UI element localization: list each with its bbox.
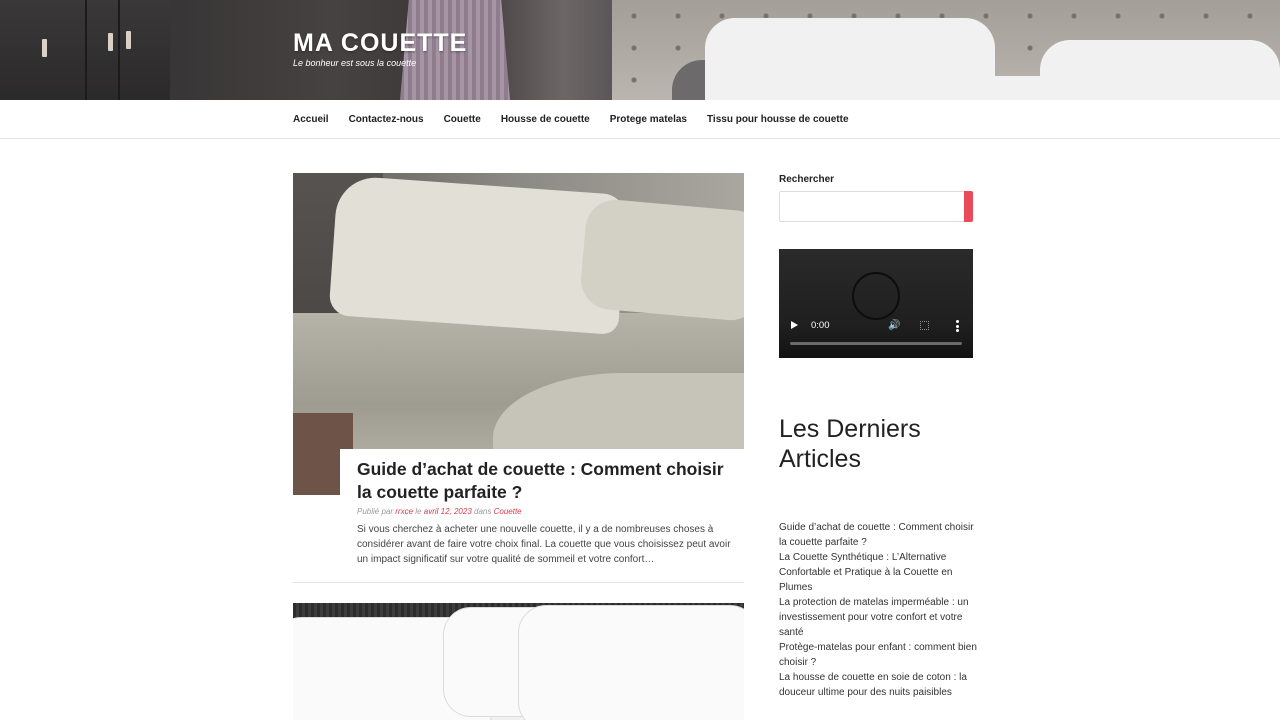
nav-item-contactez-nous[interactable]: Contactez-nous <box>348 114 424 125</box>
recent-post-link[interactable]: La protection de matelas imperméable : un investissement pour votre confort et votre santé <box>779 597 969 638</box>
video-progress-bar[interactable] <box>790 342 962 345</box>
volume-icon[interactable]: 🔊 <box>888 320 901 331</box>
recent-posts-title: Les Derniers Articles <box>779 415 921 473</box>
nav-item-housse-de-couette[interactable]: Housse de couette <box>500 114 590 125</box>
recent-posts-list <box>779 520 979 700</box>
site-header <box>0 0 1280 100</box>
recent-post-link[interactable]: La Couette Synthétique : L’Alternative Confortable et Pratique à la Couette en Plumes <box>779 552 953 593</box>
wardrobe-handle <box>126 31 131 49</box>
more-options-icon[interactable] <box>956 320 959 334</box>
post-title[interactable]: Guide d’achat de couette : Comment choisir la couette parfaite ? <box>357 459 724 502</box>
main-navigation <box>0 100 1280 139</box>
post-separator <box>293 582 744 583</box>
site-title[interactable]: MA COUETTE <box>293 29 468 57</box>
wardrobe-handle <box>42 39 47 57</box>
wardrobe-seam <box>85 0 87 100</box>
nav-item-couette[interactable]: Couette <box>443 114 481 125</box>
meta-published-prefix: Publié par <box>357 507 394 516</box>
post-meta <box>357 507 522 516</box>
nav-item-protege-matelas[interactable]: Protege matelas <box>609 114 687 125</box>
nav-item-tissu-pour-housse[interactable]: Tissu pour housse de couette <box>707 114 849 125</box>
thumb-pillow <box>579 197 744 322</box>
meta-category-prefix: dans <box>474 507 492 516</box>
post-thumbnail[interactable] <box>293 173 744 495</box>
site-tagline: Le bonheur est sous la couette <box>293 58 417 68</box>
recent-post-link[interactable]: La housse de couette en soie de coton : la douceur ultime pour des nuits paisibles <box>779 672 967 698</box>
thumb-pillow <box>518 605 744 720</box>
meta-date-prefix: le <box>415 507 422 516</box>
post-category-link[interactable]: Couette <box>493 507 522 516</box>
fullscreen-icon[interactable] <box>920 321 929 330</box>
video-time: 0:00 <box>811 320 830 331</box>
header-pillow <box>1040 40 1280 100</box>
video-player[interactable] <box>779 249 973 358</box>
play-icon[interactable] <box>791 321 798 329</box>
post-thumbnail-2[interactable] <box>293 603 744 720</box>
wardrobe-seam <box>118 0 120 100</box>
post-card <box>340 449 744 584</box>
nav-item-accueil[interactable]: Accueil <box>293 114 329 125</box>
post-date-link[interactable]: avril 12, 2023 <box>423 507 472 516</box>
loading-spinner-icon <box>852 272 900 320</box>
recent-post-link[interactable]: Protège-matelas pour enfant : comment bien choisir ? <box>779 642 977 668</box>
search-input[interactable] <box>779 191 965 222</box>
post-author-link[interactable]: rrxce <box>395 507 414 516</box>
wardrobe-handle <box>108 33 113 51</box>
post-excerpt: Si vous cherchez à acheter une nouvelle couette, il y a de nombreuses choses à considérer avant de faire votre choix final. La couette que vous choisissez peut avoir un impact significatif sur votre qualité de sommeil et votre confort… <box>357 524 731 565</box>
search-label: Rechercher <box>779 174 835 185</box>
recent-post-link[interactable]: Guide d’achat de couette : Comment choisir la couette parfaite ? <box>779 522 974 548</box>
search-button[interactable] <box>964 191 973 222</box>
